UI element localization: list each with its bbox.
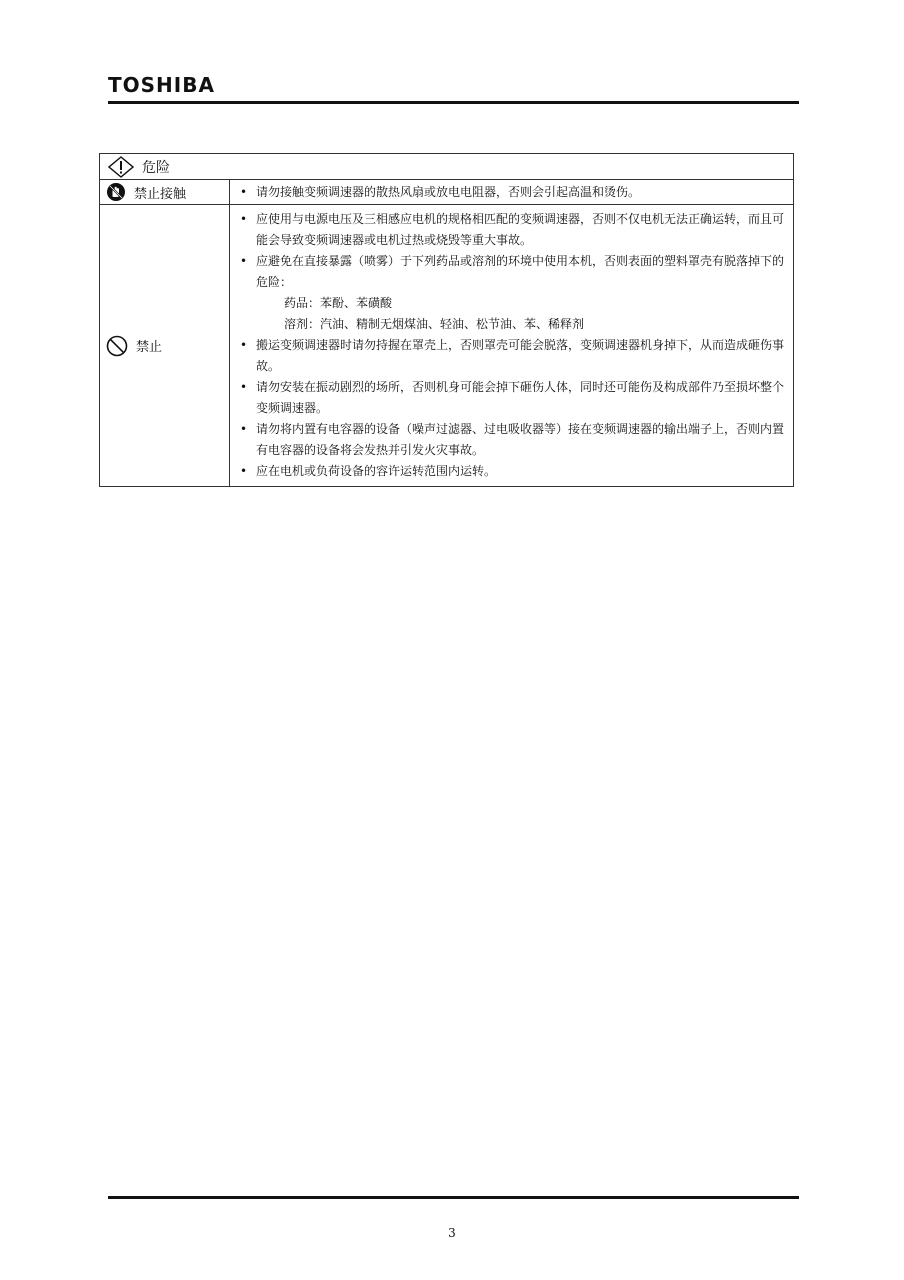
sub-item: 药品：苯酚、苯磺酸 xyxy=(284,296,393,310)
danger-header xyxy=(100,154,794,180)
list-item-text: 应避免在直接暴露（喷雾）于下列药品或溶剂的环境中使用本机，否则表面的塑料罩壳有脱落掉下的危险： xyxy=(256,254,785,289)
danger-title: 危险 xyxy=(142,159,170,176)
row-label-prohibited xyxy=(100,205,230,487)
list-item xyxy=(238,251,785,335)
page-number: 3 xyxy=(448,1226,456,1240)
warning-diamond-icon xyxy=(108,156,134,178)
row-content-prohibited xyxy=(230,205,794,487)
row-label-no-touch xyxy=(100,180,230,205)
list-item: • 搬运变频调速器时请勿持握在罩壳上，否则罩壳可能会脱落，变频调速器机身掉下，从而造成砸伤事故。 xyxy=(238,335,785,377)
header-rule xyxy=(108,101,799,104)
brand-logo: TOSHIBA xyxy=(108,73,215,97)
danger-table xyxy=(99,153,794,487)
list-item: • 请勿安装在振动剧烈的场所，否则机身可能会掉下砸伤人体，同时还可能伤及构成部件乃至损坏整个变频调速器。 xyxy=(238,377,785,419)
row-label-text: 禁止 xyxy=(136,340,163,355)
list-item: • 应使用与电源电压及三相感应电机的规格相匹配的变频调速器，否则不仅电机无法正确运转，而且可能会导致变频调速器或电机过热或烧毁等重大事故。 xyxy=(238,209,785,251)
list-item: • 请勿接触变频调速器的散热风扇或放电电阻器，否则会引起高温和烫伤。 xyxy=(238,182,785,203)
row-content-no-touch xyxy=(230,180,794,205)
row-label-text: 禁止接触 xyxy=(134,186,187,202)
no-touch-icon xyxy=(106,182,126,202)
prohibited-icon xyxy=(106,335,128,357)
list-item: • 应在电机或负荷设备的容许运转范围内运转。 xyxy=(238,461,785,482)
sub-item: 溶剂：汽油、精制无烟煤油、轻油、松节油、苯、稀释剂 xyxy=(284,317,585,331)
footer-rule xyxy=(108,1196,799,1199)
list-item: • 请勿将内置有电容器的设备（噪声过滤器、过电吸收器等）接在变频调速器的输出端子上，否则内置有电容器的设备将会发热并引发火灾事故。 xyxy=(238,419,785,461)
